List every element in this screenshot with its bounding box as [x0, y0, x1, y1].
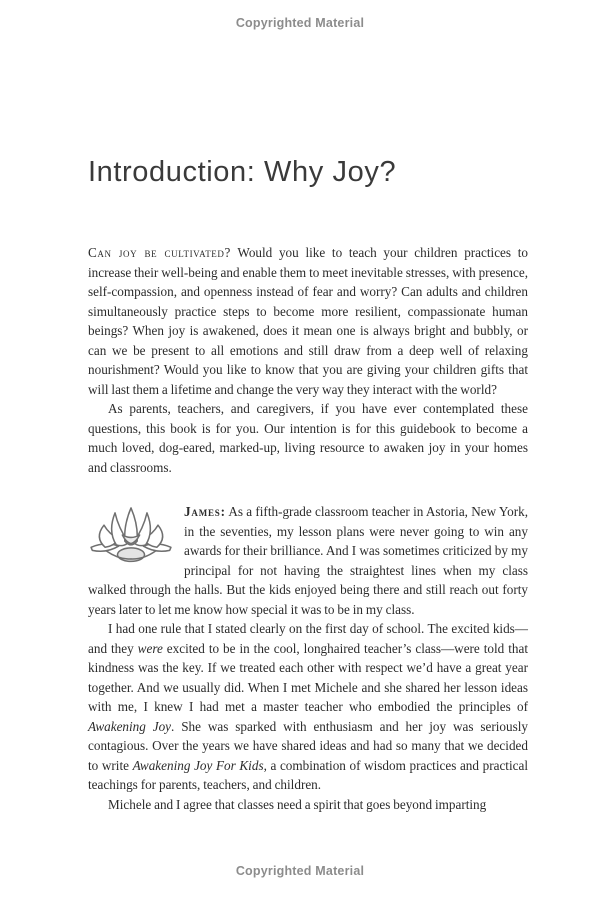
paragraph [88, 619, 528, 795]
text-run: James: [184, 504, 226, 519]
chapter-title: Introduction: Why Joy? [88, 156, 397, 188]
text-run: Awakening Joy For Kids [132, 757, 264, 773]
text-run: . She was sparked with enthusiasm and her joy was seriously contagious. Over the years we have shared ideas and had so many that we decided to write [88, 718, 528, 773]
text-run: , a combination of wisdom practices and practical teachings for parents, teachers, and children. [88, 757, 528, 792]
text-run: As a fifth-grade classroom teacher in Astoria, New York, in the seventies, my lesson plans were never going to win any awards for their brilliance. And I was sometimes criticized by my principal for not having the straightest lines when my class walked through the halls. But the kids enjoyed being there and still reach out forty years later to let me know how special it was to be in my class. [88, 504, 528, 617]
paragraph [88, 795, 528, 815]
paragraph [88, 243, 528, 399]
copyright-notice-bottom: Copyrighted Material [235, 864, 365, 878]
paragraph [88, 502, 528, 619]
lotus-icon [88, 504, 174, 560]
text-run: As parents, teachers, and caregivers, if you have ever contemplated these questions, this book is for you. Our intention is for this guidebook to become a much loved, dog-eared, marked-up, living resource to awaken joy in your homes and classrooms. [88, 401, 528, 475]
text-run: Michele and I agree that classes need a spirit that goes beyond imparting [108, 796, 487, 812]
text-run: Awakening Joy [88, 718, 172, 734]
copyright-notice-top: Copyrighted Material [235, 16, 365, 30]
text-run: were [137, 640, 163, 656]
text-run: Can joy be cultivated? [88, 245, 231, 260]
text-run: excited to be in the cool, longhaired teacher’s class—were told that kindness was the key. If we treated each other with respect we’d have a great year together. And we usually did. When I met Michele and she shared her lesson ideas with me, I knew I had met a master teacher who embodied the principles of [88, 640, 528, 714]
body-text [88, 243, 528, 814]
paragraph [88, 399, 528, 477]
text-run: I had one rule that I stated clearly on the first day of school. The excited kids—and they [88, 621, 528, 656]
text-run: Would you like to teach your children practices to increase their well-being and enable them to meet inevitable stresses, with presence, self-compassion, and openness instead of fear and worry? Can adults and children simultaneously practice steps to become more resilient, compassionate human beings? When joy is awakened, does it mean one is always bright and bubbly, or can we be present to all emotions and still draw from a deep well of relaxing nourishment? Would you like to know that you are giving your children gifts that will last them a lifetime and change the very way they interact with the world? [88, 245, 529, 397]
